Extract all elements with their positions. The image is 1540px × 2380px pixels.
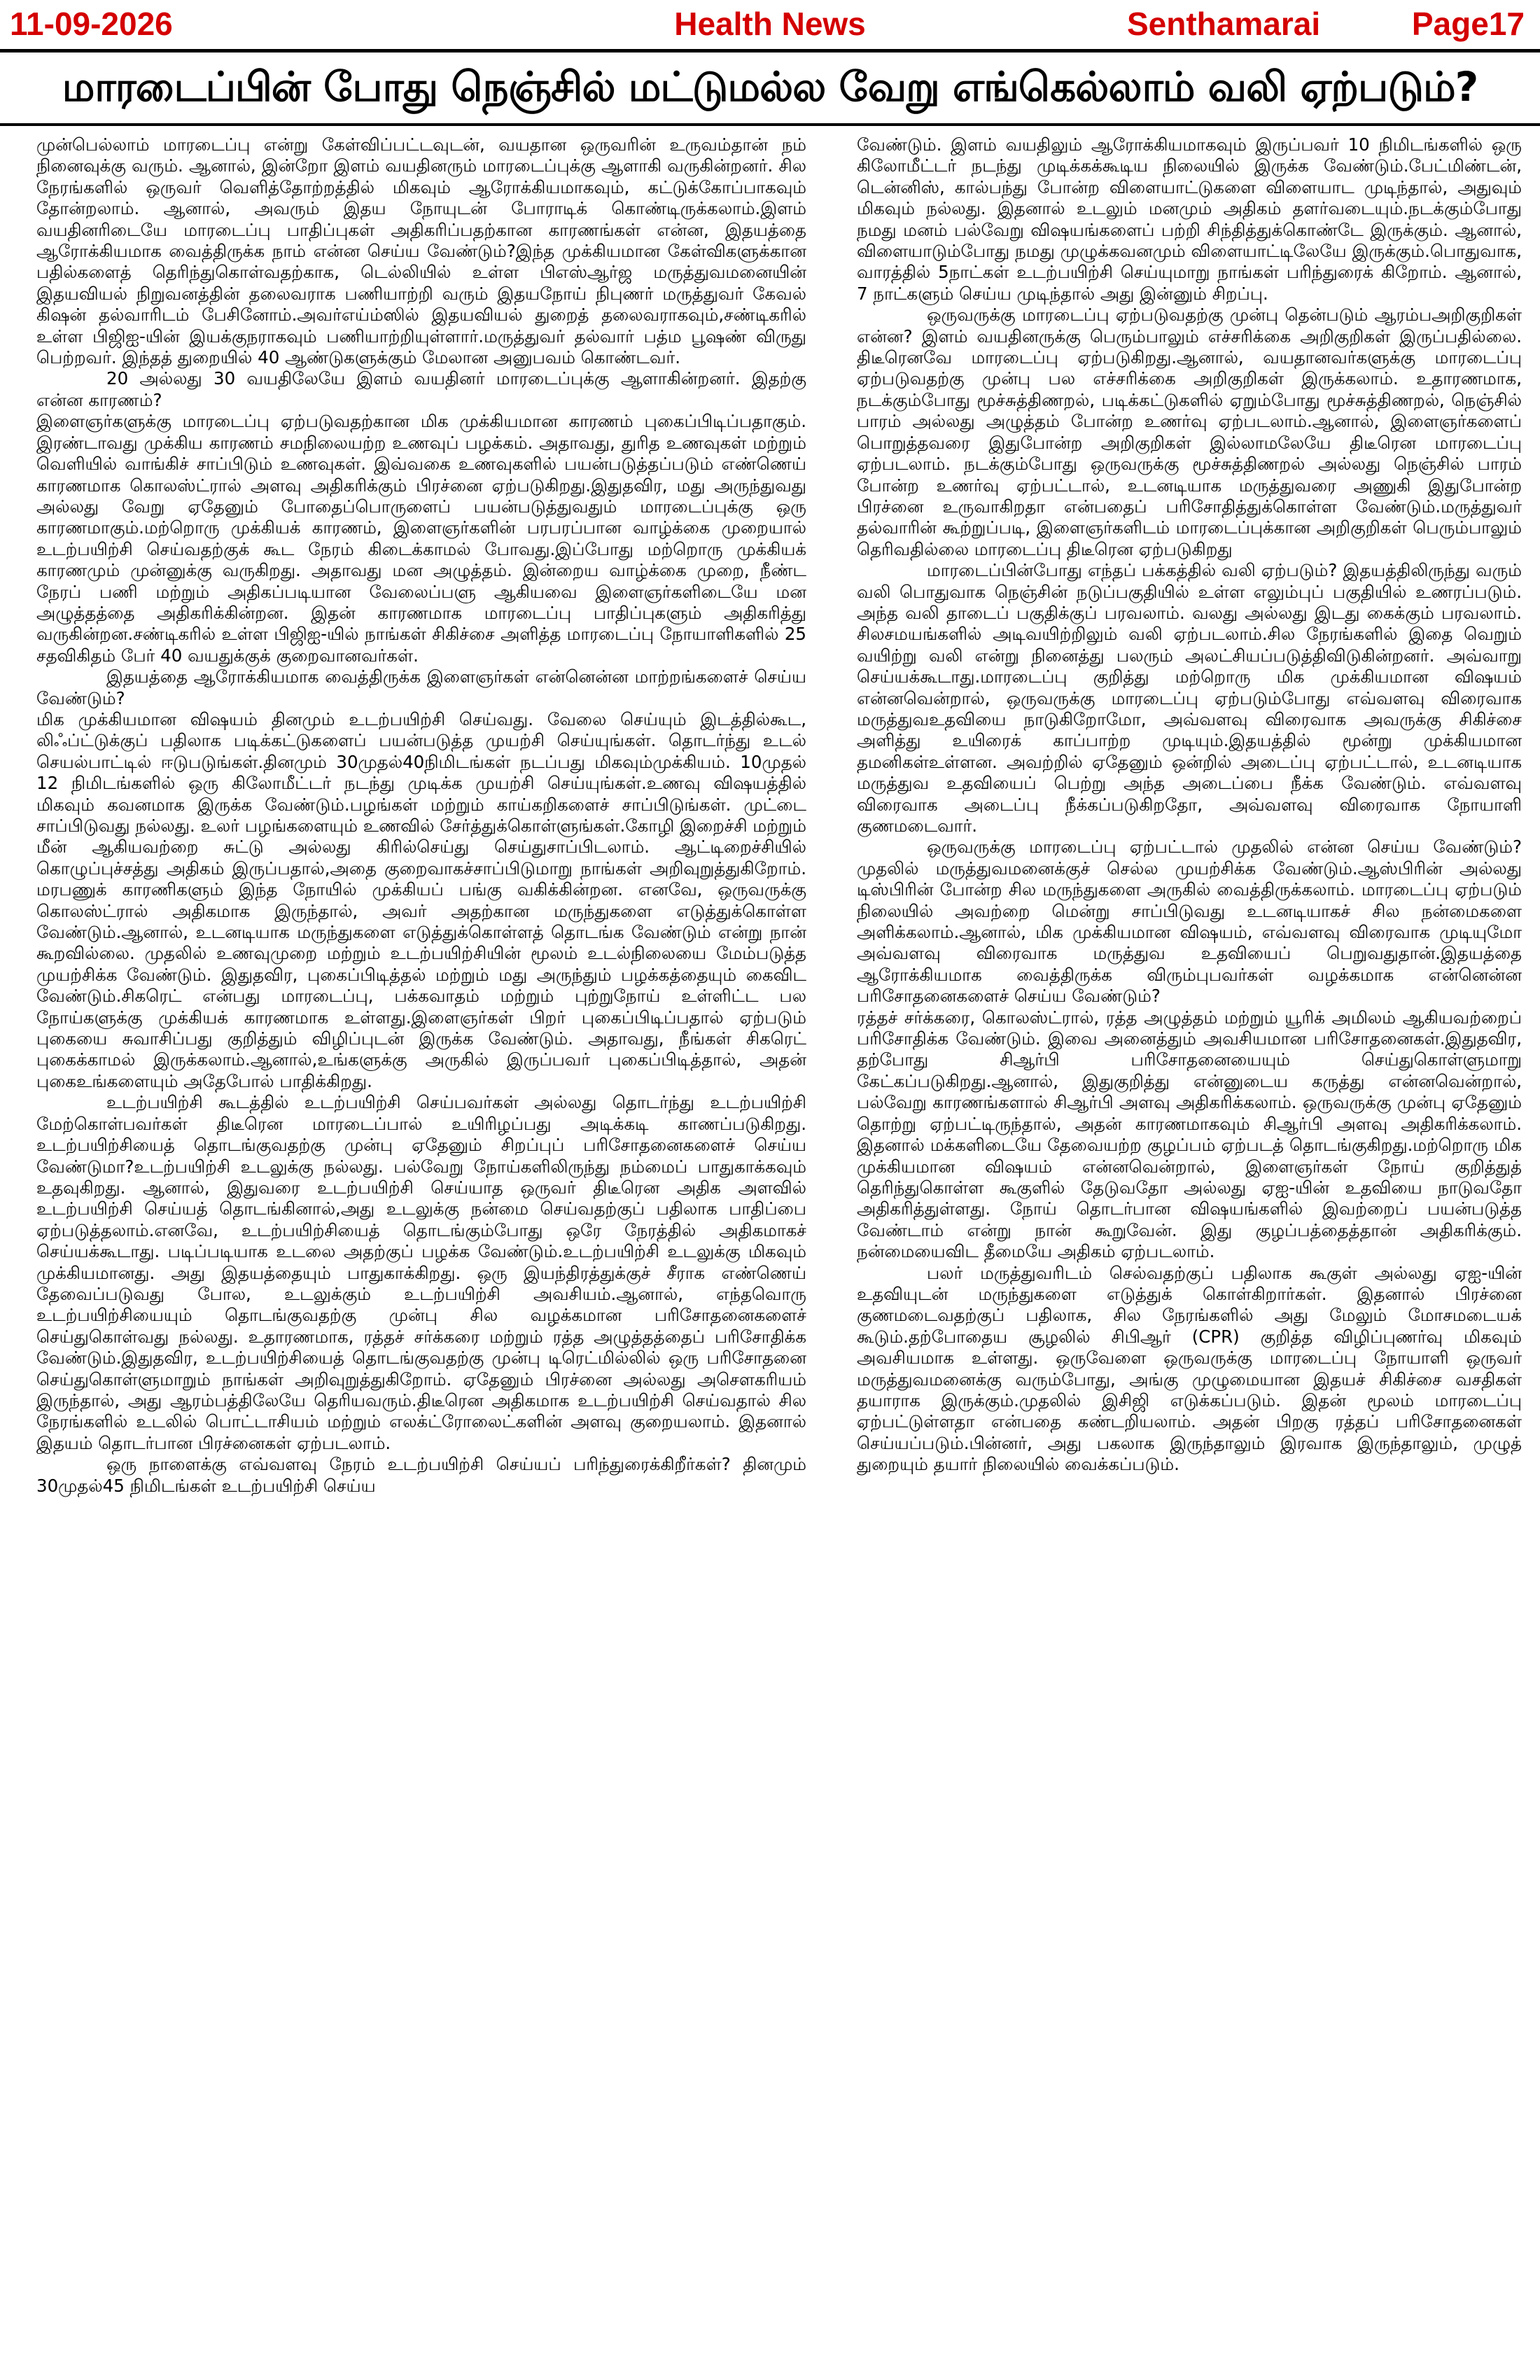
paragraph: ரத்தச் சர்க்கரை, கொலஸ்ட்ரால், ரத்த அழுத்தம் மற்றும் யூரிக் அமிலம் ஆகியவற்றைப் பரிசோதிக்க வேண்டும். இவை அனைத்தும் அவசியமான பரிசோதனைகள்.இதுதவிர, தற்போது சிஆர்பி பரிசோதனையையும் செய்துகொள்ளுமாறு கேட்கப்படுகிறது.ஆனால், இதுகுறித்து என்னுடைய கருத்து என்னவென்றால், பல்வேறு காரணங்களால் சிஆர்பி அளவு அதிகரிக்கலாம். ஒருவருக்கு முன்பு ஏதேனும் தொற்று ஏற்பட்டிருந்தால், அதன் காரணமாகவும் சிஆர்பி அளவு அதிகரிக்கலாம். இதனால் மக்களிடையே தேவையற்ற குழப்பம் ஏற்படத் தொடங்குகிறது.மற்றொரு மிக முக்கியமான விஷயம் என்னவென்றால், இளைஞர்கள் நோய் குறித்துத் தெரிந்துகொள்ள கூகுளில் தேடுவதோ அல்லது ஏஐ-யின் உதவியை நாடுவதோ அதிகரித்துள்ளது. நோய் தொடர்பான விஷயங்களில் இவற்றைப் பயன்படுத்த வேண்டாம் என்று நான் கூறுவேன். இது குழப்பத்தைத்தான் அதிகரிக்கும். நன்மையைவிட தீமையே அதிகம் ஏற்படலாம்.	[857, 1007, 1522, 1262]
paragraph: மிக முக்கியமான விஷயம் தினமும் உடற்பயிற்சி செய்வது. வேலை செய்யும் இடத்தில்கூட, லிஃப்ட்டுக்குப் பதிலாக படிக்கட்டுகளைப் பயன்படுத்த முயற்சி செய்யுங்கள். தொடர்ந்து உடல் செயல்பாட்டில் ஈடுபடுங்கள்.தினமும் 30முதல்40நிமிடங்கள் நடப்பது மிகவும்முக்கியம். 10முதல் 12 நிமிடங்களில் ஒரு கிலோமீட்டர் நடந்து முடிக்க முயற்சி செய்யுங்கள்.உணவு விஷயத்தில் மிகவும் கவனமாக இருக்க வேண்டும்.பழங்கள் மற்றும் காய்கறிகளைச் சாப்பிடுங்கள். முட்டை சாப்பிடுவது நல்லது. உலர் பழங்களையும் உணவில் சேர்த்துக்கொள்ளுங்கள்.கோழி இறைச்சி மற்றும் மீன் ஆகியவற்றை சுட்டு அல்லது கிரில்செய்து செய்துசாப்பிடலாம். ஆட்டிறைச்சியில் கொழுப்புச்சத்து அதிகம் இருப்பதால்,அதை குறைவாகச்சாப்பிடுமாறு நாங்கள் அறிவுறுத்துகிறோம். மரபணுக் காரணிகளும் இந்த நோயில் முக்கியப் பங்கு வகிக்கின்றன. எனவே, ஒருவருக்கு கொலஸ்ட்ரால் அதிகமாக இருந்தால், அவர் அதற்கான மருந்துகளை எடுத்துக்கொள்ள வேண்டும்.ஆனால், உடனடியாக மருந்துகளை எடுத்துக்கொள்ளத் தொடங்க வேண்டும் என்று நான் கூறவில்லை. முதலில் உணவுமுறை மற்றும் உடற்பயிற்சியின் மூலம் உடல்நிலையை மேம்படுத்த முயற்சிக்க வேண்டும். இதுதவிர, புகைப்பிடித்தல் மற்றும் மது அருந்தும் பழக்கத்தையும் கைவிட வேண்டும்.சிகரெட் என்பது மாரடைப்பு, பக்கவாதம் மற்றும் புற்றுநோய் உள்ளிட்ட பல நோய்களுக்கு முக்கியக் காரணமாக உள்ளது.இளைஞர்கள் பிறர் புகைப்பிடிப்பதால் ஏற்படும் புகையை சுவாசிப்பது குறித்தும் விழிப்புடன் இருக்க வேண்டும். அதாவது, நீங்கள் சிகரெட் புகைக்காமல் இருக்கலாம்.ஆனால்,உங்களுக்கு அருகில் இருப்பவர் புகைப்பிடித்தால், அதன் புகைஉங்களையும் அதேபோல் பாதிக்கிறது.	[36, 708, 806, 1091]
article-column-left	[36, 134, 806, 2374]
question-paragraph: 20 அல்லது 30 வயதிலேயே இளம் வயதினர் மாரடைப்புக்கு ஆளாகின்றனர். இதற்கு என்ன காரணம்?	[36, 368, 806, 410]
question-paragraph: உடற்பயிற்சி கூடத்தில் உடற்பயிற்சி செய்பவர்கள் அல்லது தொடர்ந்து உடற்பயிற்சி மேற்கொள்பவர்கள் திடீரென மாரடைப்பால் உயிரிழப்பது அடிக்கடி காணப்படுகிறது. உடற்பயிற்சியைத் தொடங்குவதற்கு முன்பு ஏதேனும் சிறப்புப் பரிசோதனைகளைச் செய்ய வேண்டுமா?உடற்பயிற்சி உடலுக்கு நல்லது. பல்வேறு நோய்களிலிருந்து நம்மைப் பாதுகாக்கவும் உதவுகிறது. ஆனால், இதுவரை உடற்பயிற்சி செய்யாத ஒருவர் திடீரென அதிக அளவில் உடற்பயிற்சி செய்யத் தொடங்கினால்,அது உடலுக்கு நன்மை செய்வதற்குப் பதிலாக பாதிப்பை ஏற்படுத்தலாம்.எனவே, உடற்பயிற்சியைத் தொடங்கும்போது ஒரே நேரத்தில் அதிகமாகச் செய்யக்கூடாது. படிப்படியாக உடலை அதற்குப் பழக்க வேண்டும்.உடற்பயிற்சி உடலுக்கு மிகவும் முக்கியமானது. அது இதயத்தையும் பாதுகாக்கிறது. ஒரு இயந்திரத்துக்குச் சீராக எண்ணெய் தேவைப்படுவது போல, உடலுக்கும் உடற்பயிற்சி அவசியம்.ஆனால், எந்தவொரு உடற்பயிற்சியையும் தொடங்குவதற்கு முன்பு சில வழக்கமான பரிசோதனைகளைச் செய்துகொள்வது நல்லது. உதாரணமாக, ரத்தச் சர்க்கரை மற்றும் ரத்த அழுத்தத்தைப் பரிசோதிக்க வேண்டும்.இதுதவிர, உடற்பயிற்சியைத் தொடங்குவதற்கு முன்பு டிரெட்மில்லில் ஒரு பரிசோதனை செய்துகொள்ளுமாறும் நாங்கள் அறிவுறுத்துகிறோம். ஏதேனும் பிரச்னை அல்லது அசௌகரியம் இருந்தால், அது ஆரம்பத்திலேயே தெரியவரும்.திடீரென அதிகமாக உடற்பயிற்சி செய்வதால் சில நேரங்களில் உடலில் பொட்டாசியம் மற்றும் எலக்ட்ரோலைட்களின் அளவு குறையலாம். இதனால் இதயம் தொடர்பான பிரச்னைகள் ஏற்படலாம்.	[36, 1092, 806, 1453]
article-headline: மாரடைப்பின் போது நெஞ்சில் மட்டுமல்ல வேறு எங்கெல்லாம் வலி ஏற்படும்?	[62, 63, 1478, 111]
page-number: Page17	[1411, 6, 1525, 42]
section-title: Health News	[674, 6, 866, 42]
newspaper-name: Senthamarai	[1127, 6, 1321, 42]
article-column-right	[857, 134, 1522, 2374]
question-paragraph: ஒருவருக்கு மாரடைப்பு ஏற்பட்டால் முதலில் என்ன செய்ய வேண்டும்? முதலில் மருத்துவமனைக்குச் செல்ல முயற்சிக்க வேண்டும்.ஆஸ்பிரின் அல்லது டிஸ்பிரின் போன்ற சில மருந்துகளை அருகில் வைத்திருக்கலாம். மாரடைப்பு ஏற்படும் நிலையில் அவற்றை மென்று சாப்பிடுவது உடனடியாகச் சில நன்மைகளை அளிக்கலாம்.ஆனால், மிக முக்கியமான விஷயம், எவ்வளவு விரைவாக முடியுமோ அவ்வளவு விரைவாக மருத்துவ உதவியைப் பெறுவதுதான்.இதயத்தை ஆரோக்கியமாக வைத்திருக்க விரும்புபவர்கள் வழக்கமாக என்னென்ன பரிசோதனைகளைச் செய்ய வேண்டும்?	[857, 836, 1522, 1007]
paragraph: வேண்டும். இளம் வயதிலும் ஆரோக்கியமாகவும் இருப்பவர் 10 நிமிடங்களில் ஒரு கிலோமீட்டர் நடந்து முடிக்கக்கூடிய நிலையில் இருக்க வேண்டும்.பேட்மிண்டன், டென்னிஸ், கால்பந்து போன்ற விளையாட்டுகளை விளையாட முடிந்தால், அதுவும் மிகவும் நல்லது. இதனால் உடலும் மனமும் அதிகம் தளர்வடையும்.நடக்கும்போது நமது மனம் பல்வேறு விஷயங்களைப் பற்றி சிந்தித்துக்கொண்டே இருக்கும். ஆனால், விளையாடும்போது நமது முழுக்கவனமும் விளையாட்டிலேயே இருக்கும்.பொதுவாக, வாரத்தில் 5நாட்கள் உடற்பயிற்சி செய்யுமாறு நாங்கள் பரிந்துரைக் கிறோம். ஆனால், 7 நாட்களும் செய்ய முடிந்தால் அது இன்னும் சிறப்பு.	[857, 134, 1522, 304]
paragraph: பலர் மருத்துவரிடம் செல்வதற்குப் பதிலாக கூகுள் அல்லது ஏஐ-யின் உதவியுடன் மருந்துகளை எடுத்துக் கொள்கிறார்கள். இதனால் பிரச்னை குணமடைவதற்குப் பதிலாக, சில நேரங்களில் அது மேலும் மோசமடையக் கூடும்.தற்போதைய சூழலில் சிபிஆர் (CPR) குறித்த விழிப்புணர்வு மிகவும் அவசியமாக உள்ளது. ஒருவேளை ஒருவருக்கு மாரடைப்பு நோயாளி ஒருவர் மருத்துவமனைக்கு வரும்போது, அங்கு முழுமையான இதயச் சிகிச்சை வசதிகள் தயாராக இருக்கும்.முதலில் இசிஜி எடுக்கப்படும். இதன் மூலம் மாரடைப்பு ஏற்பட்டுள்ளதா என்பதை கண்டறியலாம். அதன் பிறகு ரத்தப் பரிசோதனைகள் செய்யப்படும்.பின்னர், அது பகலாக இருந்தாலும் இரவாக இருந்தாலும், முழுத் துறையும் தயார் நிலையில் வைக்கப்படும்.	[857, 1262, 1522, 1475]
paragraph: இளைஞர்களுக்கு மாரடைப்பு ஏற்படுவதற்கான மிக முக்கியமான காரணம் புகைப்பிடிப்பதாகும். இரண்டாவது முக்கிய காரணம் சமநிலையற்ற உணவுப் பழக்கம். அதாவது, துரித உணவுகள் மற்றும் வெளியில் வாங்கிச் சாப்பிடும் உணவுகள். இவ்வகை உணவுகளில் பயன்படுத்தப்படும் எண்ணெய் காரணமாக கொலஸ்ட்ரால் அளவு அதிகரிக்கும் பிரச்னை ஏற்படுகிறது.இதுதவிர, மது அருந்துவது அல்லது வேறு ஏதேனும் போதைப்பொருளைப் பயன்படுத்துவதும் மாரடைப்புக்கு ஒரு காரணமாகும்.மற்றொரு முக்கியக் காரணம், இளைஞர்களின் பரபரப்பான வாழ்க்கை முறையால் உடற்பயிற்சி செய்வதற்குக் கூட நேரம் கிடைக்காமல் போவது.இப்போது மற்றொரு முக்கியக் காரணமும் முன்னுக்கு வருகிறது. அதாவது மன அழுத்தம். இன்றைய வாழ்க்கை முறை, நீண்ட நேரப் பணி மற்றும் அதிகப்படியான வேலைப்பளு ஆகியவை இளைஞர்களிடையே மன அழுத்தத்தை அதிகரிக்கின்றன. இதன் காரணமாக மாரடைப்பு பாதிப்புகளும் அதிகரித்து வருகின்றன.சண்டிகரில் உள்ள பிஜிஐ-யில் நாங்கள் சிகிச்சை அளித்த மாரடைப்பு நோயாளிகளில் 25 சதவிகிதம் பேர் 40 வயதுக்குக் குறைவானவர்கள்.	[36, 411, 806, 666]
masthead	[0, 0, 1540, 48]
masthead-rule	[0, 49, 1540, 52]
question-paragraph: ஒரு நாளைக்கு எவ்வளவு நேரம் உடற்பயிற்சி செய்யப் பரிந்துரைக்கிறீர்கள்? தினமும் 30முதல்45 நிமிடங்கள் உடற்பயிற்சி செய்ய	[36, 1454, 806, 1496]
question-paragraph: ஒருவருக்கு மாரடைப்பு ஏற்படுவதற்கு முன்பு தென்படும் ஆரம்பஅறிகுறிகள் என்ன? இளம் வயதினருக்கு பெரும்பாலும் எச்சரிக்கை அறிகுறிகள் இருப்பதில்லை. திடீரெனவே மாரடைப்பு ஏற்படுகிறது.ஆனால், வயதானவர்களுக்கு மாரடைப்பு ஏற்படுவதற்கு முன்பு பல எச்சரிக்கை அறிகுறிகள் இருக்கலாம். உதாரணமாக, நடக்கும்போது மூச்சுத்திணறல், படிக்கட்டுகளில் ஏறும்போது மூச்சுத்திணறல், நெஞ்சில் பாரம் அல்லது அழுத்தம் போன்ற உணர்வு ஏற்படலாம்.ஆனால், இளைஞர்களைப் பொறுத்தவரை இதுபோன்ற அறிகுறிகள் இல்லாமலேயே திடீரென மாரடைப்பு ஏற்படலாம். நடக்கும்போது ஒருவருக்கு மூச்சுத்திணறல் அல்லது நெஞ்சில் பாரம் போன்ற உணர்வு ஏற்பட்டால், உடனடியாக மருத்துவரை அணுகி இதுபோன்ற பிரச்னை உருவாகிறதா என்பதைப் பரிசோதித்துக்கொள்ள வேண்டும்.மருத்துவர் தல்வாரின் கூற்றுப்படி, இளைஞர்களிடம் மாரடைப்புக்கான அறிகுறிகள் பெரும்பாலும் தெரிவதில்லை மாரடைப்பு திடீரென ஏற்படுகிறது	[857, 304, 1522, 559]
question-paragraph: இதயத்தை ஆரோக்கியமாக வைத்திருக்க இளைஞர்கள் என்னென்ன மாற்றங்களைச் செய்ய வேண்டும்?	[36, 666, 806, 708]
headline-rule	[0, 123, 1540, 126]
question-paragraph: மாரடைப்பின்போது எந்தப் பக்கத்தில் வலி ஏற்படும்? இதயத்திலிருந்து வரும் வலி பொதுவாக நெஞ்சின் நடுப்பகுதியில் உள்ள எலும்புப் பகுதியில் உணரப்படும். அந்த வலி தாடைப் பகுதிக்குப் பரவலாம். வலது அல்லது இடது கைக்கும் பரவலாம். சிலசமயங்களில் அடிவயிற்றிலும் வலி ஏற்படலாம்.சில நேரங்களில் இதை வெறும் வயிற்று வலி என்று நினைத்து பலரும் அலட்சியப்படுத்திவிடுகின்றனர். அவ்வாறு செய்யக்கூடாது.மாரடைப்பு குறித்து மற்றொரு மிக முக்கியமான விஷயம் என்னவென்றால், ஒருவருக்கு மாரடைப்பு ஏற்படும்போது எவ்வளவு விரைவாக மருத்துவஉதவியை நாடுகிறோமோ, அவ்வளவு விரைவாக அவருக்கு சிகிச்சை அளித்து உயிரைக் காப்பாற்ற முடியும்.இதயத்தில் மூன்று முக்கியமான தமனிகள்உள்ளன. அவற்றில் ஏதேனும் ஒன்றில் அடைப்பு ஏற்பட்டால், உடனடியாக மருத்துவ உதவியைப் பெற்று அந்த அடைப்பை நீக்க வேண்டும். எவ்வளவு விரைவாக அடைப்பு நீக்கப்படுகிறதோ, அவ்வளவு விரைவாக நோயாளி குணமடைவார்.	[857, 560, 1522, 836]
issue-date: 11-09-2026	[10, 6, 173, 42]
paragraph: முன்பெல்லாம் மாரடைப்பு என்று கேள்விப்பட்டவுடன், வயதான ஒருவரின் உருவம்தான் நம் நினைவுக்கு வரும். ஆனால், இன்றோ இளம் வயதினரும் மாரடைப்புக்கு ஆளாகி வருகின்றனர். சில நேரங்களில் ஒருவர் வெளித்தோற்றத்தில் மிகவும் ஆரோக்கியமாகவும், கட்டுக்கோப்பாகவும் தோன்றலாம். ஆனால், அவரும் இதய நோயுடன் போராடிக் கொண்டிருக்கலாம்.இளம் வயதினரிடையே மாரடைப்பு பாதிப்புகள் அதிகரிப்பதற்கான காரணங்கள் என்ன, இதயத்தை ஆரோக்கியமாக வைத்திருக்க நாம் என்ன செய்ய வேண்டும்?இந்த முக்கியமான கேள்விகளுக்கான பதில்களைத் தெரிந்துகொள்வதற்காக, டெல்லியில் உள்ள பிஎஸ்ஆர்ஜ மருத்துவமனையின் இதயவியல் நிறுவனத்தின் தலைவராக பணியாற்றி வரும் இதயநோய் நிபுணர் மருத்துவர் கேவல் கிஷன் தல்வாரிடம் பேசினோம்.அவர்எய்ம்ஸில் இதயவியல் துறைத் தலைவராகவும்,சண்டிகரில் உள்ள பிஜிஐ-யின் இயக்குநராகவும் பணியாற்றியுள்ளார்.மருத்துவர் தல்வார் பத்ம பூஷண் விருது பெற்றவர். இந்தத் துறையில் 40 ஆண்டுகளுக்கும் மேலான அனுபவம் கொண்டவர்.	[36, 134, 806, 368]
